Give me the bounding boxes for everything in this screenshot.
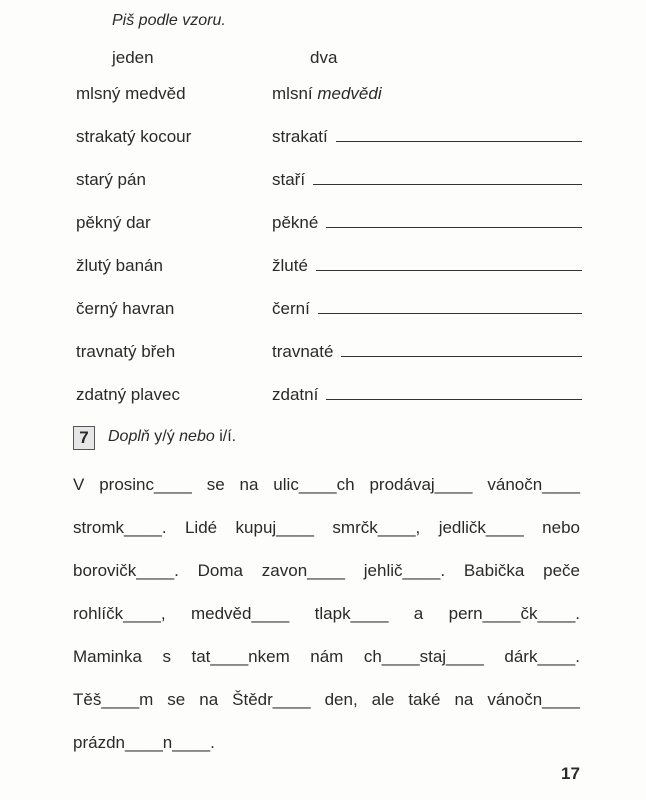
exercise-7-instruction	[108, 428, 236, 446]
fill-in-line[interactable]: borovičk____. Doma zavon____ jehlič____. Babička peče	[73, 561, 580, 580]
instruction-part: i/í.	[219, 428, 237, 445]
plural-answer-row	[272, 299, 582, 319]
plural-stem: žluté	[272, 256, 308, 275]
fill-in-line[interactable]: Těš____m se na Štědr____ den, ale také na vánočn____	[73, 690, 580, 709]
fill-in-line[interactable]: V prosinc____ se na ulic____ch prodávaj____ vánočn____	[73, 475, 580, 494]
singular-phrase: starý pán	[76, 170, 146, 189]
answer-blank[interactable]	[313, 170, 582, 185]
plural-stem: černí	[272, 299, 310, 318]
singular-phrase: žlutý banán	[76, 256, 163, 275]
plural-answer-row	[272, 127, 582, 147]
plural-answer-row	[272, 213, 582, 233]
plural-answer-row	[272, 342, 582, 362]
answer-blank[interactable]	[336, 127, 582, 142]
example-right-italic: medvědi	[317, 84, 382, 103]
fill-in-line[interactable]: stromk____. Lidé kupuj____ smrčk____, jedličk____ nebo	[73, 518, 580, 537]
example-left: mlsný medvěd	[76, 84, 186, 103]
plural-stem: staří	[272, 170, 306, 189]
singular-phrase: strakatý kocour	[76, 127, 192, 146]
fill-in-line[interactable]: prázdn____n____.	[73, 733, 215, 752]
example-right-plain: mlsní	[272, 84, 318, 103]
column-header-plural: dva	[310, 48, 338, 67]
instruction-part: Doplň	[108, 428, 155, 445]
answer-blank[interactable]	[341, 342, 582, 357]
singular-phrase: pěkný dar	[76, 213, 151, 232]
plural-stem: strakatí	[272, 127, 328, 146]
plural-stem: travnaté	[272, 342, 334, 361]
answer-blank[interactable]	[316, 256, 582, 271]
example-right	[272, 84, 382, 104]
plural-answer-row	[272, 170, 582, 190]
fill-in-line[interactable]: rohlíčk____, medvěd____ tlapk____ a pern____čk____.	[73, 604, 580, 623]
plural-stem: pěkné	[272, 213, 319, 232]
column-header-singular: jeden	[112, 48, 154, 67]
singular-phrase: černý havran	[76, 299, 175, 318]
instruction-part: y/ý	[154, 428, 180, 445]
plural-stem: zdatní	[272, 385, 319, 404]
singular-phrase: zdatný plavec	[76, 385, 180, 404]
answer-blank[interactable]	[326, 385, 582, 400]
fill-in-line[interactable]: Maminka s tat____nkem nám ch____staj____ dárk____.	[73, 647, 580, 666]
answer-blank[interactable]	[326, 213, 582, 228]
singular-phrase: travnatý břeh	[76, 342, 176, 361]
instruction-part: nebo	[179, 428, 220, 445]
exercise-number-badge: 7	[73, 426, 95, 450]
exercise-6-instruction: Piš podle vzoru.	[112, 12, 226, 29]
plural-answer-row	[272, 256, 582, 276]
page-number: 17	[561, 764, 580, 783]
plural-answer-row	[272, 385, 582, 405]
answer-blank[interactable]	[318, 299, 582, 314]
